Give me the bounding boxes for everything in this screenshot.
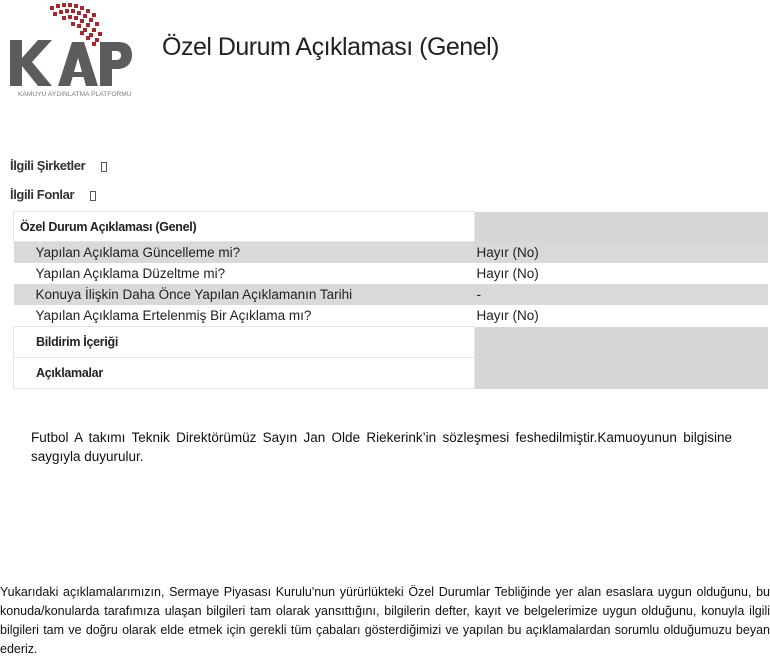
row-value: - <box>475 284 769 305</box>
disclosure-body: Futbol A takımı Teknik Direktörümüz Sayın Jan Olde Riekerink’in sözleşmesi feshedilmiştir.Kamuoyunun bilgisine saygıyla duyurulur. <box>31 430 732 464</box>
related-companies-label: İlgili Şirketler <box>10 158 86 173</box>
disclaimer-text: Yukarıdaki açıklamalarımızın, Sermaye Piyasası Kurulu'nun yürürlükteki Özel Durumlar Tebliğinde yer alan esaslara uygun olduğunu, bu konuda/konularda tarafımıza ulaşan bilgileri tam olarak yansıttığını, bilgilerin defter, kayıt ve belgelerimize uygun olduğunu, konuyla ilgili bilgileri tam ve doğru olarak elde etmek için gerekli tüm çabaları gösterdiğimizi ve yapılan bu açıklamalardan sorumlu olduğumuzu beyan ederiz. <box>0 585 770 656</box>
row-value: Hayır (No) <box>475 242 769 264</box>
row-value: Hayır (No) <box>475 305 769 327</box>
table-row <box>14 284 769 305</box>
section-explanations-value <box>475 358 769 389</box>
table-header-value <box>475 212 769 242</box>
row-label: Konuya İlişkin Daha Önce Yapılan Açıklamanın Tarihi <box>14 284 475 305</box>
row-label: Yapılan Açıklama Ertelenmiş Bir Açıklama mı? <box>14 305 475 327</box>
related-funds-toggle[interactable] <box>10 187 96 202</box>
kap-logo-graphic <box>8 2 134 92</box>
row-label: Yapılan Açıklama Düzeltme mi? <box>14 263 475 284</box>
disclosure-table <box>13 211 768 389</box>
kap-logo[interactable] <box>8 2 134 98</box>
section-notice-label: Bildirim İçeriği <box>14 327 475 358</box>
table-header-row <box>14 212 769 242</box>
section-explanations-label: Açıklamalar <box>14 358 475 389</box>
table-header: Özel Durum Açıklaması (Genel) <box>14 212 475 242</box>
related-funds-label: İlgili Fonlar <box>10 187 75 202</box>
related-companies-toggle[interactable] <box>10 158 107 173</box>
row-value: Hayır (No) <box>475 263 769 284</box>
row-label: Yapılan Açıklama Güncelleme mi? <box>14 242 475 264</box>
table-row <box>14 305 769 327</box>
table-row <box>14 263 769 284</box>
page-title: Özel Durum Açıklaması (Genel) <box>162 33 499 61</box>
expand-icon <box>90 191 96 201</box>
table-row <box>14 242 769 264</box>
section-notice-value <box>475 327 769 358</box>
section-explanations-row <box>14 358 769 389</box>
expand-icon <box>101 162 107 172</box>
section-notice-row <box>14 327 769 358</box>
logo-subtitle: KAMUYU AYDINLATMA PLATFORMU <box>18 91 132 98</box>
